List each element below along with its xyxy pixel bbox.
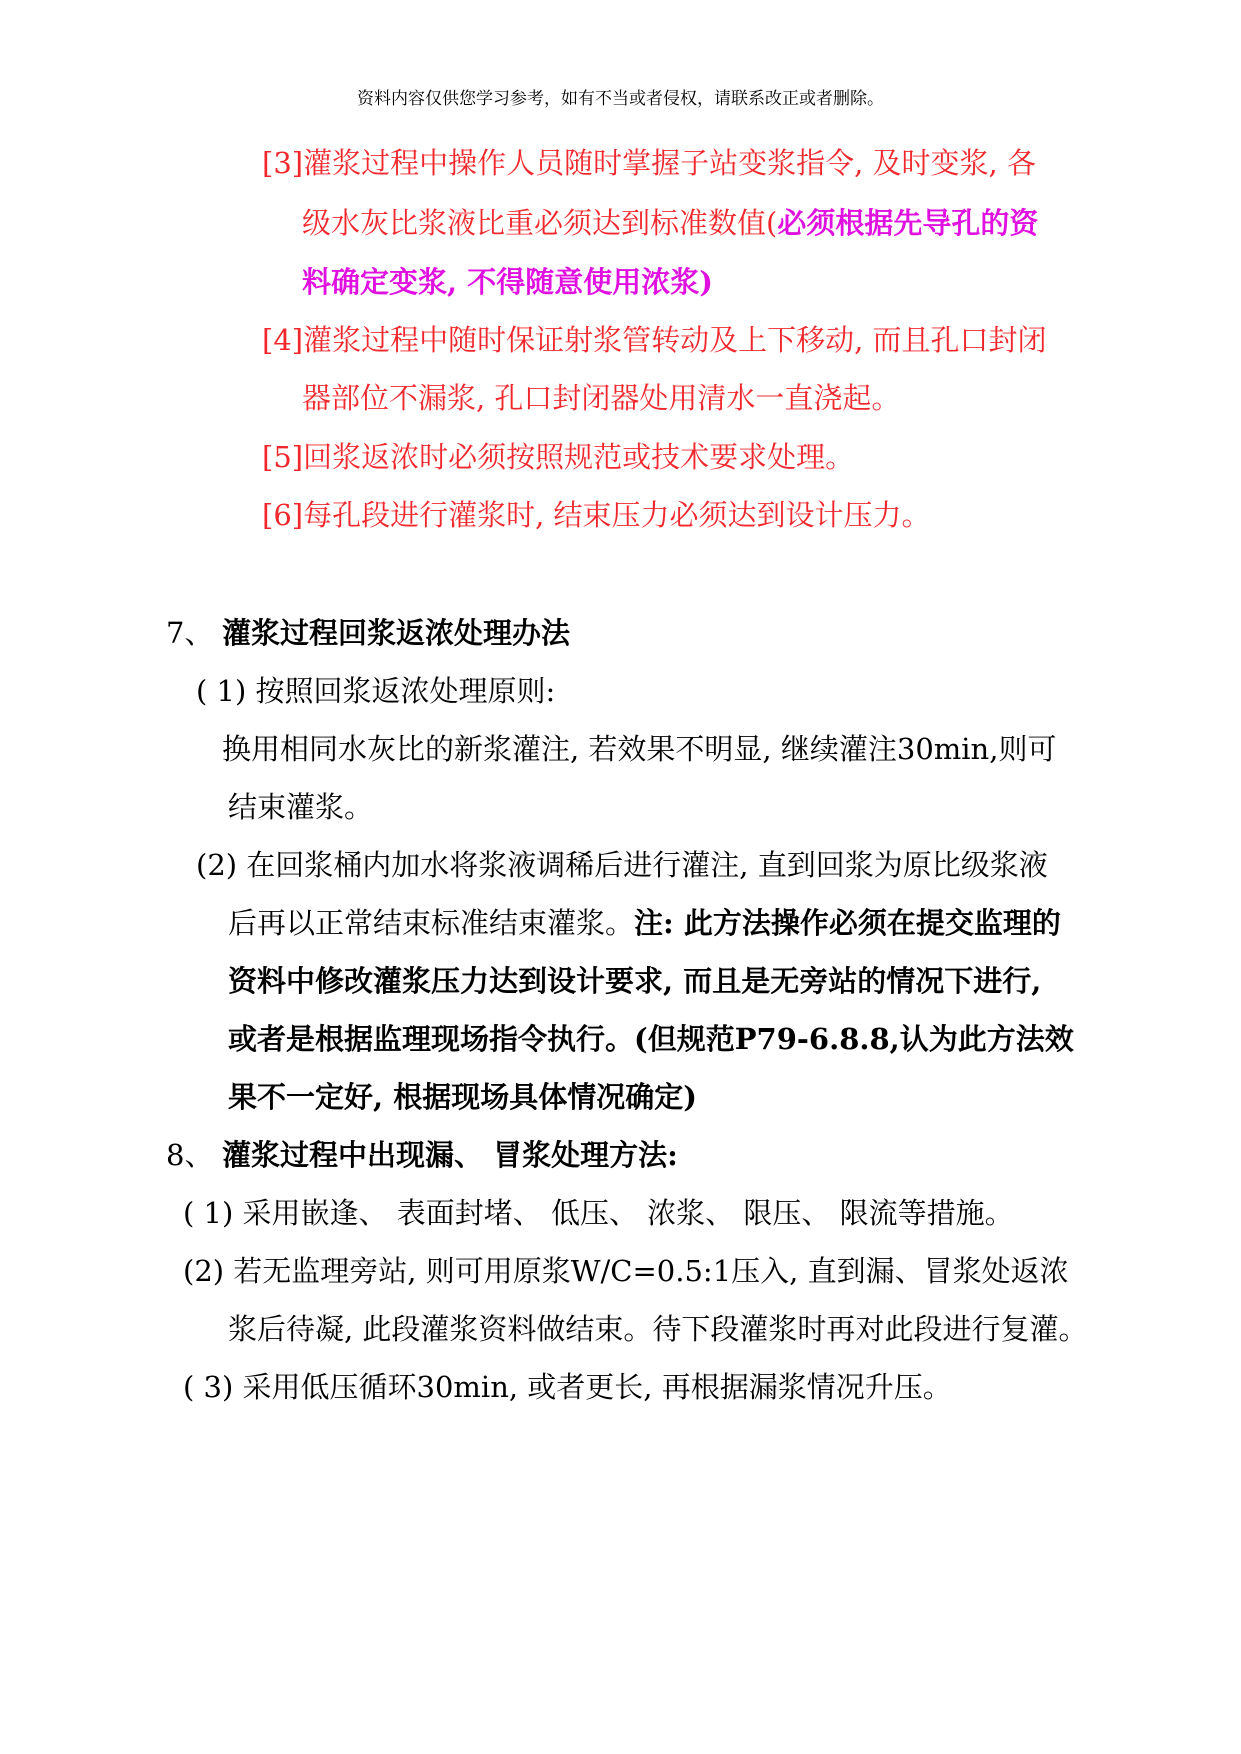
section-7-title: 灌浆过程回浆返浓处理办法 [222, 616, 571, 650]
item-4-line-2: 器部位不漏浆, 孔口封闭器处用清水一直浇起。 [302, 381, 901, 415]
section-8-point-3: ( 3) 采用低压循环30min, 或者更长, 再根据漏浆情况升压。 [183, 1370, 952, 1404]
section-7-point-2-line-5: 果不一定好, 根据现场具体情况确定) [228, 1080, 697, 1114]
item-3-line-2-red: 级水灰比浆液比重必须达到标准数值( [302, 206, 778, 240]
section-7-number: 7、 [166, 616, 214, 650]
section-7-note: 注: 此方法操作必须在提交监理的 [634, 906, 1061, 940]
section-7-point-2-line-4: 或者是根据监理现场指令执行。(但规范P79-6.8.8,认为此方法效 [228, 1022, 1074, 1056]
item-3-line-1: [3]灌浆过程中操作人员随时掌握子站变浆指令, 及时变浆, 各 [262, 146, 1036, 180]
section-8-title: 灌浆过程中出现漏、 冒浆处理方法: [222, 1138, 678, 1172]
section-8-number: 8、 [166, 1138, 214, 1172]
item-3-line-2-bold: 必须根据先导孔的资 [777, 206, 1039, 240]
section-7-point-2-line-2-normal: 后再以正常结束标准结束灌浆。 [228, 906, 635, 940]
section-8-point-2-line-2: 浆后待凝, 此段灌浆资料做结束。待下段灌浆时再对此段进行复灌。 [228, 1312, 1088, 1346]
page-header-disclaimer: 资料内容仅供您学习参考，如有不当或者侵权，请联系改正或者删除。 [357, 89, 884, 109]
item-3-line-3: 料确定变浆, 不得随意使用浓浆) [302, 265, 713, 299]
section-8-point-2-line-1: (2) 若无监理旁站, 则可用原浆W/C=0.5:1压入, 直到漏、冒浆处返浓 [183, 1254, 1069, 1288]
section-7-point-2-line-3: 资料中修改灌浆压力达到设计要求, 而且是无旁站的情况下进行, [228, 964, 1042, 998]
section-7-point-1-line-2: 结束灌浆。 [228, 790, 374, 824]
item-4-line-1: [4]灌浆过程中随时保证射浆管转动及上下移动, 而且孔口封闭 [262, 323, 1047, 357]
item-3-line-2 [302, 203, 1038, 243]
section-7-point-1-line-1: 换用相同水灰比的新浆灌注, 若效果不明显, 继续灌注30min,则可 [222, 732, 1057, 766]
section-8-point-1: ( 1) 采用嵌逢、 表面封堵、 低压、 浓浆、 限压、 限流等措施。 [183, 1196, 1014, 1230]
item-5: [5]回浆返浓时必须按照规范或技术要求处理。 [262, 440, 855, 474]
section-7-point-2-line-1: (2) 在回浆桶内加水将浆液调稀后进行灌注, 直到回浆为原比级浆液 [196, 848, 1048, 882]
section-7-point-1-head: ( 1) 按照回浆返浓处理原则: [196, 674, 556, 708]
item-6: [6]每孔段进行灌浆时, 结束压力必须达到设计压力。 [262, 498, 931, 532]
section-7-point-2-line-2 [228, 903, 1061, 943]
